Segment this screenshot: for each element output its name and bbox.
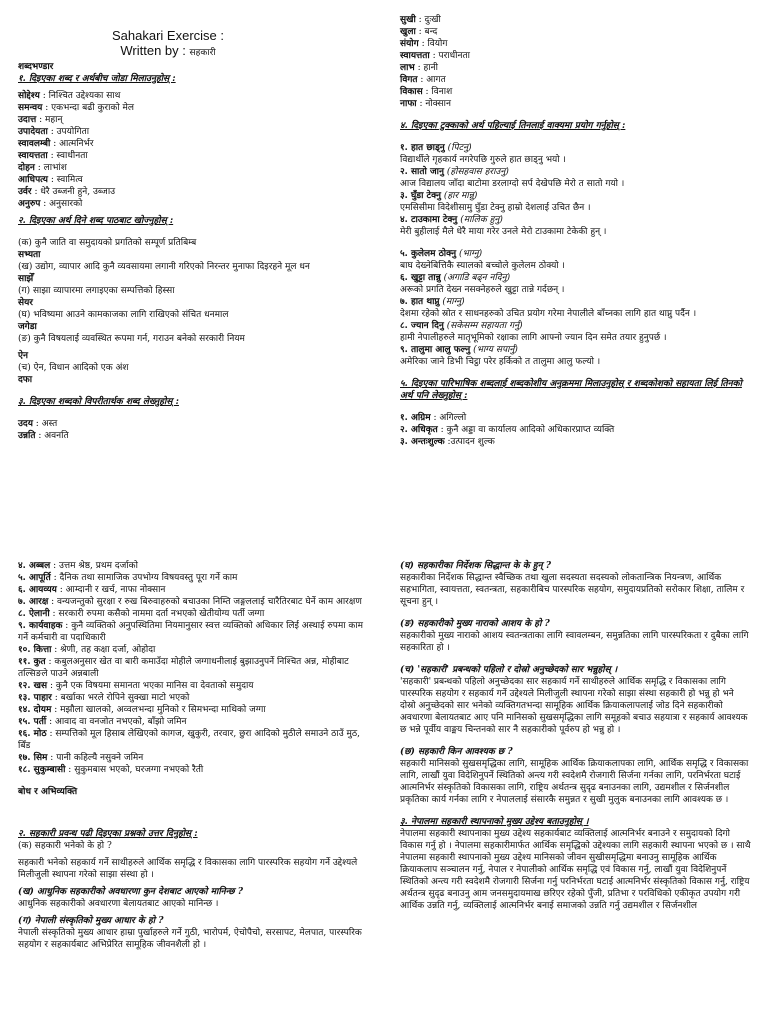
q5-term — [18, 764, 370, 776]
q5-term — [400, 424, 752, 436]
q1-pair-list — [18, 90, 358, 210]
doc-title: Sahakari Exercise : — [112, 28, 224, 43]
q5-meaning: : पानी कहिल्यै नसुक्ने जमिन — [47, 753, 144, 763]
q5-meaning: : आवाद वा वनजोत नभएको, बाँझो जमिन — [46, 717, 187, 727]
q6-title: २. सहकारी प्रवन्ध पढी दिइएका प्रश्नको उत्तर दिनुहोस् : — [18, 829, 198, 839]
q2-title: २. दिइएका अर्थ दिने शब्द पाठबाट खोज्नुहोस् : — [18, 216, 174, 226]
q5-word: ९. कार्यवाहक — [18, 621, 63, 631]
q4-idiom — [400, 166, 752, 178]
q5-word: ८. ऐलानी — [18, 609, 50, 619]
q5-term — [18, 620, 370, 644]
q3-word: संयोग — [400, 39, 419, 49]
q5-word: ३. अन्तःशुल्क — [400, 437, 445, 447]
doc-subtitle — [0, 43, 358, 61]
q3-pair — [400, 86, 752, 98]
q1-pair-meaning: : स्वाधीनता — [47, 151, 88, 161]
q1-pair — [18, 150, 358, 162]
q3-opposite: : नोक्सान — [416, 99, 451, 109]
q1-pair-meaning: : एकभन्दा बढी कुराको मेल — [42, 103, 135, 113]
q5-term — [18, 560, 370, 572]
q3-opposite: : बन्द — [415, 27, 438, 37]
q7-answer: नेपालमा सहकारी स्थापनाका मुख्य उद्देश्य सहकार्यबाट व्यक्तिलाई आत्मनिर्भर बनाउने र समुदायको दिगो विकास गर्नु हो । नेपालमा सहकारीमार्फत आर्थिक समृद्धिको उद्देश्यका लागि सहकारी स्थापना भएको छ । साथै नेपालमा सहकारी स्थापनाको मुख्य उद्देश्य मानिसको जीवन सुखीसमृद्धिमा बनाउनु सामूहिक आर्थिक क्रियाकलाप सञ्चालन गर्नु, नेपाल र नेपालीको आर्थिक समृद्धि एवं विकास गर्नु, लाखौं युवा विदेशिनुपर्ने स्थितिको अन्त्य गरी स्वदेशमै रोजगारी सिर्जना गर्नु परनिर्भरता घटाई आत्मनिर्भर संस्कृतिको विकास गर्नु, राष्ट्रिय अर्थतन्त्र सुदृढ बनाउनु आम जनसमुदायमाख छरिएर रहेको पुँजी, प्रतिभा र परविधिको एकीकृत उपयोग गरी आर्थिक उन्नति गर्नु, व्यक्तिलाई आत्मनिर्भर बनाई समाजको उन्नति गर्नु उद्यमशील र सिर्जनशील — [400, 829, 751, 911]
q5-meaning: : आम्दानी र खर्च, नाफा नोक्सान — [56, 585, 166, 595]
q3-pair — [18, 418, 358, 430]
q6-question: (छ) सहकारी किन आवश्यक छ ? — [400, 747, 513, 757]
q5-term — [400, 412, 752, 424]
q4-idiom-term: ६. खुट्टा तान्नु — [400, 273, 441, 283]
q3-opposite: : दुःखी — [415, 15, 441, 25]
q3-opposite: : हानी — [414, 63, 438, 73]
q6-answer: आधुनिक सहकारीको अवधारणा बेलायतबाट आएको मानिन्छ । — [18, 899, 219, 909]
q4-sentence: अमेरिका जाने डिभी चिट्ठा परेर हर्किको त तालुमा आलु फल्यो । — [400, 357, 601, 367]
q1-title: १. दिइएका शब्द र अर्थबीच जोडा मिलाउनुहोस् : — [18, 74, 176, 84]
q5-meaning: : कुनै एक विषयमा समानता भएका मानिस वा देवताको समुदाय — [47, 681, 254, 691]
q2-definition: (ग) साझा व्यापारमा लगाइएका सम्पत्तिको हिस्सा — [18, 286, 175, 296]
q4-sentence: बाघ देख्नेबित्तिकै स्यालको बच्चोले कुलेलम ठोक्यो । — [400, 261, 565, 271]
q3-pair — [400, 38, 752, 50]
q4-sentence: एमसिसीमा विदेशीसामु घुँडा टेक्नु हाम्रो देशलाई उचित छैन । — [400, 203, 591, 213]
q4-idiom — [400, 142, 752, 154]
q5-term — [18, 572, 370, 584]
q4-idiom-term: ३. घुँडा टेक्नु — [400, 191, 442, 201]
q1-pair-word: समन्वय — [18, 103, 43, 113]
q2-answer: सेयर — [18, 298, 33, 308]
q1-pair — [18, 198, 358, 210]
section-heading-wordbank: शब्दभण्डार — [18, 62, 54, 72]
q5-meaning: : बर्खाका भरले रोपिने सुक्खा माटो भएको — [51, 693, 190, 703]
q1-pair-word: दोहन — [18, 163, 35, 173]
q3-opposite: : आगत — [417, 75, 446, 85]
author-name: सहकारी — [189, 48, 216, 58]
q5-meaning: : सरकारी रुपमा कसैको नाममा दर्ता नभएको खेतीयोग्य पर्ती जग्गा — [49, 609, 265, 619]
section-heading-comprehension: बोध र अभिव्यक्ति — [18, 787, 78, 797]
right-column-top — [400, 14, 752, 448]
q1-pair-meaning: : अनुसारको — [40, 199, 83, 209]
q5-word: ११. कुत — [18, 657, 46, 667]
q5-word: १५. पर्ती — [18, 717, 47, 727]
q1-pair — [18, 114, 358, 126]
q5-word: १०. कित्ता — [18, 645, 52, 655]
q6-answer: सहकारीको मुख्य नाराको आशय स्वतन्त्रताका लागि स्वावलम्बन, समुन्नतिका लागि पारस्परिकता र दुबैका लागि सहकारिता हो । — [400, 631, 749, 653]
q1-pair-meaning: : निश्चित उद्देश्यका साथ — [39, 91, 121, 101]
q1-pair-meaning: : महान् — [36, 115, 63, 125]
q3-opposite: : अवनति — [35, 431, 69, 441]
q5-term — [18, 656, 370, 680]
q3-pair — [400, 50, 752, 62]
q4-idiom-meaning: (अगाडि बढ्न नदिनु) — [443, 273, 511, 283]
q3-opposite: : पराधीनता — [429, 51, 470, 61]
q7-title: ३. नेपालमा सहकारी स्थापनाको मुख्य उद्देश्य बताउनुहोस् । — [400, 817, 589, 827]
q3-word: लाभ — [400, 63, 415, 73]
q4-idiom-meaning: (होसहवास हराउनु) — [446, 167, 509, 177]
q1-pair-meaning: : लाभांश — [34, 163, 67, 173]
q1-pair-word: स्वावलम्बी — [18, 139, 51, 149]
q4-idiom — [400, 190, 752, 202]
q4-idiom-meaning: (पिटनु) — [447, 143, 472, 153]
q5-word: ५. आपूर्ति — [18, 573, 51, 583]
q2-definition: (क) कुनै जाति वा समुदायको प्रगतिको सम्पूर्ण प्रतिबिम्ब — [18, 238, 197, 248]
q3-word: सुखी — [400, 15, 416, 25]
q5-word: १. अग्रिम — [400, 413, 431, 423]
q4-idiom — [400, 214, 752, 226]
q5-title: ५. दिइएका पारिभाषिक शब्दलाई शब्दकोशीय अनुक्रममा मिलाउनुहोस् र शब्दकोशको सहायता लिई तिनको अर्थ पनि लेख्नुहोस् : — [400, 379, 742, 401]
q4-idiom-term: २. सातो जानु — [400, 167, 444, 177]
q1-pair-word: उर्वर — [18, 187, 32, 197]
q5-meaning: : कबुलअनुसार खेत वा बारी कमाउँदा मोहीले जग्गाधनीलाई बुझाउनुपर्ने निश्चित अन्न, मोहीबाट तल्सिङले पाउने अन्नबाली — [18, 657, 349, 679]
q5-meaning: : कुनै व्यक्तिको अनुपस्थितिमा नियमानुसार स्वत्त व्यक्तिको अधिकार लिई अस्थाई रुपमा काम गर्ने कर्मचारी वा पदाधिकारी — [18, 621, 364, 643]
q4-sentence: अरूको प्रगति देख्न नसक्नेहरुले खुट्टा तान्ने गर्दछन् । — [400, 285, 565, 295]
q5-word: १८. सुकुम्बासी — [18, 765, 66, 775]
q3-opposite: : विनाश — [422, 87, 453, 97]
q1-pair-meaning: : उपयोगिता — [47, 127, 90, 137]
q4-sentence: हामी नेपालीहरुले मातृभूमिको रक्षाका लागि आफ्नो ज्यान दिन समेत तयार हुनुपर्छ । — [400, 333, 667, 343]
q5-meaning: : सम्पत्तिको मूल हिसाब लेखिएको कागज, खुकुरी, तरवार, छुरा आदिको मुठीले समाउने ठाउँ मुठ, बिँड — [18, 729, 360, 751]
q3-word: स्वायत्तता — [400, 51, 430, 61]
right-column-bottom — [400, 560, 752, 912]
q5-word: १७. सिम — [18, 753, 48, 763]
q5-meaning: : कुनै अड्डा वा कार्यालय आदिको अधिकारप्राप्त व्यक्ति — [437, 425, 615, 435]
q4-idiom-term: ७. हात थाप्नु — [400, 297, 440, 307]
q5-term — [400, 436, 752, 448]
q2-answer: सभ्यता — [18, 250, 41, 260]
q4-idiom-term: १. हात छाड्नु — [400, 143, 445, 153]
q1-pair — [18, 186, 358, 198]
q6-question: (ङ) सहकारीको मुख्य नाराको आशय के हो ? — [400, 619, 550, 629]
q4-idiom-term: ८. ज्यान दिनु — [400, 321, 444, 331]
q3-word: उदय — [18, 419, 33, 429]
q5-word: ४. अब्बल — [18, 561, 51, 571]
q6-question: (घ) सहकारीका निर्देशक सिद्धान्त के के हुन् ? — [400, 561, 551, 571]
q3-opposite: : अस्त — [32, 419, 58, 429]
q1-pair — [18, 138, 358, 150]
q3-word: विकास — [400, 87, 423, 97]
q1-pair-meaning: : आत्मनिर्भर — [50, 139, 94, 149]
q5-term — [18, 608, 370, 620]
q1-pair — [18, 90, 358, 102]
q1-pair-word: उदात्त — [18, 115, 37, 125]
q5-meaning: : उत्तम श्रेष्ठ, प्रथम दर्जाको — [50, 561, 138, 571]
q6-answer: सहकारी भनेको सहकार्य गर्ने साथीहरुले आर्थिक समृद्धि र विकासका लागि पारस्परिक सहयोग गर्ने उद्देश्यले मिलीजुली स्थापना गरेको साझा संस्था हो । — [18, 858, 358, 880]
q4-idiom-meaning: (भाग्य सपार्नु) — [473, 345, 518, 355]
q4-idiom-term: ९. तालुमा आलु फल्नु — [400, 345, 471, 355]
left-column-top — [18, 28, 358, 442]
q1-pair — [18, 174, 358, 186]
q3-pair — [400, 62, 752, 74]
q2-answer: ऐन — [18, 351, 28, 361]
q6-answer: सहकारी मानिसको सुखसमृद्धिका लागि, सामूहिक आर्थिक क्रियाकलापका लागि, आर्थिक समृद्धि र विकासका लागि, लाखौं युवा विदेशिनुपर्ने स्थितिको अन्त्य गरी स्वदेशमै रोजगारी सिर्जना गर्नका लागि, परनिर्भरता घटाई आत्मनिर्भर संस्कृतिको विकासका लागि, राष्ट्रिय अर्थतन्त्र सुदृढ बनाउनका लागि, उद्यमशील र सिर्जनशील प्रकृतिका कार्य गर्नका लागि र नेपाललाई संसारकै समुन्नत र सुखी मुलुक बनाउनका लागि आवश्यक छ । — [400, 759, 749, 805]
q4-sentence: मेरी बुहीलाई मैले धेरै माया गरेर उनले मेरो टाउकामा टेकेकी हुन् । — [400, 227, 607, 237]
q4-title: ४. दिइएका टुक्काको अर्थ पहिल्याई तिनलाई वाक्यमा प्रयोग गर्नुहोस् : — [400, 121, 626, 131]
q4-sentence: विद्यार्थीले गृहकार्य नगरेपछि गुरुले हात छाड्नु भयो । — [400, 155, 566, 165]
q5-word: १४. दोयम — [18, 705, 52, 715]
q5-word: ७. आरक्ष — [18, 597, 49, 607]
q1-pair — [18, 102, 358, 114]
q5-term — [18, 728, 370, 752]
q2-definition: (ङ) कुनै विषयलाई व्यवस्थित रूपमा गर्न, गराउन बनेको सरकारी नियम — [18, 334, 245, 344]
q5-term — [18, 584, 370, 596]
q2-definition: (घ) भविष्यमा आउने कामकाजका लागि राखिएको संचित धनमाल — [18, 310, 229, 320]
q5-word: ६. आयव्यय — [18, 585, 57, 595]
q4-idiom-meaning: (हार मान्नु) — [443, 191, 478, 201]
q1-pair — [18, 126, 358, 138]
q1-pair-word: आधिपत्य — [18, 175, 49, 185]
q6-question: (ख) आधुनिक सहकारीको अवधारणा कुन देशबाट आएको मानिन्छ ? — [18, 887, 243, 897]
written-by-label: Written by : — [120, 43, 186, 58]
q5-word: १६. मोठ — [18, 729, 47, 739]
q5-meaning: : दैनिक तथा सामाजिक उपभोग्य विषयवस्तु पूरा गर्ने काम — [50, 573, 238, 583]
q4-sentence: देशमा रहेको स्रोत र साधनहरुको उचित प्रयोग गरेमा नेपालीले बाँच्नका लागि हात थाप्नु पर्दैन । — [400, 309, 697, 319]
q4-idiom-meaning: (माग्नु) — [442, 297, 465, 307]
q4-idiom-meaning: (भाग्नु) — [458, 249, 483, 259]
q1-pair-word: सोद्देश्य — [18, 91, 40, 101]
q6-answer: 'सहकारी' प्रबन्धको पहिलो अनुच्छेदका सार सहकार्य गर्ने साथीहरुले आर्थिक समृद्धि र विकासका लागि पारस्परिक सहयोग र सहकार्य गर्ने उद्देश्यले मिलीजुली स्थापना गरेको साझा संस्था सहकारी हो भन्नु हो भने दोस्रो अनुच्छेदको सार भनेको व्यक्तिगतभन्दा सामूहिक आर्थिक क्रियाकलापलाई जोड दिने सहकारीको अवधारणा बेलायतबाट आए पनि मानिसको सुखसमृद्धिका लागि समूहको बचाउ सहयात्रा र सहकार्य आवश्यक छ भन्ने पूर्वीय वाङ्मय चिन्तनको सार नै सहकारीको पूर्वरुप हो भन्नु हो । — [400, 677, 748, 735]
q1-pair-word: अनुरुप — [18, 199, 41, 209]
q5-term — [18, 680, 370, 692]
q5-meaning: : श्रेणी, तह कक्षा दर्जा, ओहोदा — [51, 645, 156, 655]
q3-pair — [400, 14, 752, 26]
q5-meaning: : सुकुमबास भएको, घरजग्गा नभएको रैती — [65, 765, 204, 775]
q3-pair — [400, 26, 752, 38]
q4-idiom-term: ४. टाउकामा टेक्नु — [400, 215, 458, 225]
q3-word: विगत — [400, 75, 418, 85]
q1-pair-meaning: : स्वामित्व — [48, 175, 83, 185]
q5-meaning: : वन्यजन्तुको सुरक्षा र रुख बिरुवाहरुको बचाउका निम्ति जङ्गललाई चारैतिरबाट घेर्ने काम आरक्षण — [48, 597, 362, 607]
q5-term — [18, 644, 370, 656]
q1-pair-word: स्वायत्तता — [18, 151, 48, 161]
q5-term — [18, 704, 370, 716]
q2-definition: (च) ऐन, विधान आदिको एक अंश — [18, 363, 129, 373]
q3-word: उन्नति — [18, 431, 36, 441]
q1-pair-meaning: : धेरै उब्जनी हुने, उब्जाउ — [31, 187, 116, 197]
q3-opposite: : वियोग — [418, 39, 448, 49]
q5-word: २. अधिकृत — [400, 425, 438, 435]
q5-word: १३. पाहार — [18, 693, 52, 703]
q6-question: (च) 'सहकारी' प्रबन्धको पहिलो र दोस्रो अनुच्छेदको सार भन्नुहोस् । — [400, 665, 618, 675]
left-column-bottom — [18, 560, 370, 951]
q5-term — [18, 716, 370, 728]
q4-sentence: आज विद्यालय जाँदा बाटोमा डरलाग्दो सर्प देखेपछि मेरो त सातो गयो । — [400, 179, 625, 189]
q4-idiom — [400, 272, 752, 284]
q6-question: (ग) नेपाली संस्कृतिको मुख्य आधार के हो ? — [18, 916, 164, 926]
q3-pair — [18, 430, 358, 442]
q2-answer: साझेँ — [18, 274, 34, 284]
q3-word: नाफा — [400, 99, 417, 109]
q1-pair — [18, 162, 358, 174]
q5-term — [18, 692, 370, 704]
q6-question: (क) सहकारी भनेको के हो ? — [18, 841, 112, 851]
q5-meaning: :उत्पादन शुल्क — [444, 437, 495, 447]
q3-pair — [400, 74, 752, 86]
q1-pair-word: उपादेयता — [18, 127, 48, 137]
q2-answer: जगेडा — [18, 322, 37, 332]
q4-idiom — [400, 320, 752, 332]
q3-word: खुला — [400, 27, 416, 37]
q4-idiom — [400, 248, 752, 260]
q5-term — [18, 752, 370, 764]
q6-answer: नेपाली संस्कृतिको मुख्य आधार हाम्रा पुर्खाहरुले गर्ने गुठी, भारोपर्म, ऐचोपैचो, सरसापट, मेलपात, पारस्परिक सहयोग र सहकार्यबाट अभिप्रेरित सामूहिक जीवनशैली हो । — [18, 928, 362, 950]
q4-idiom-meaning: (सकेसम्म सहायता गर्नु) — [446, 321, 523, 331]
q4-idiom — [400, 296, 752, 308]
q5-term — [18, 596, 370, 608]
q3-pair — [400, 98, 752, 110]
q5-word: १२. खस — [18, 681, 48, 691]
q5-meaning: : अगिल्लो — [430, 413, 467, 423]
q3-title: ३. दिइएका शब्दको विपरीतार्थक शब्द लेख्नुहोस् : — [18, 397, 179, 407]
q4-idiom-meaning: (मालिक हुनु) — [460, 215, 503, 225]
q4-idiom-term: ५. कुलेलम ठोक्नु — [400, 249, 457, 259]
q2-definition: (ख) उद्योग, व्यापार आदि कुनै व्यवसायमा लगानी गरिएको निरन्तर मुनाफा दिइरहने मूल धन — [18, 262, 310, 272]
q5-meaning: : मझौला खालको, अव्वलभन्दा मुनिको र सिमभन्दा माथिको जग्गा — [51, 705, 266, 715]
q2-answer: दफा — [18, 375, 33, 385]
q6-answer: सहकारीका निर्देशक सिद्धान्त स्वैच्छिक तथा खुला सदस्यता सदस्यको लोकतान्त्रिक नियन्त्रण, आर्थिक सहभागिता, स्वायत्तता, स्वतन्त्रता, सहकारीबिच पारस्परिक सहयोग, समुदायप्रतिको सरोकार शिक्षा, तालिम र सूचना हुन् । — [400, 573, 745, 607]
q4-idiom — [400, 344, 752, 356]
